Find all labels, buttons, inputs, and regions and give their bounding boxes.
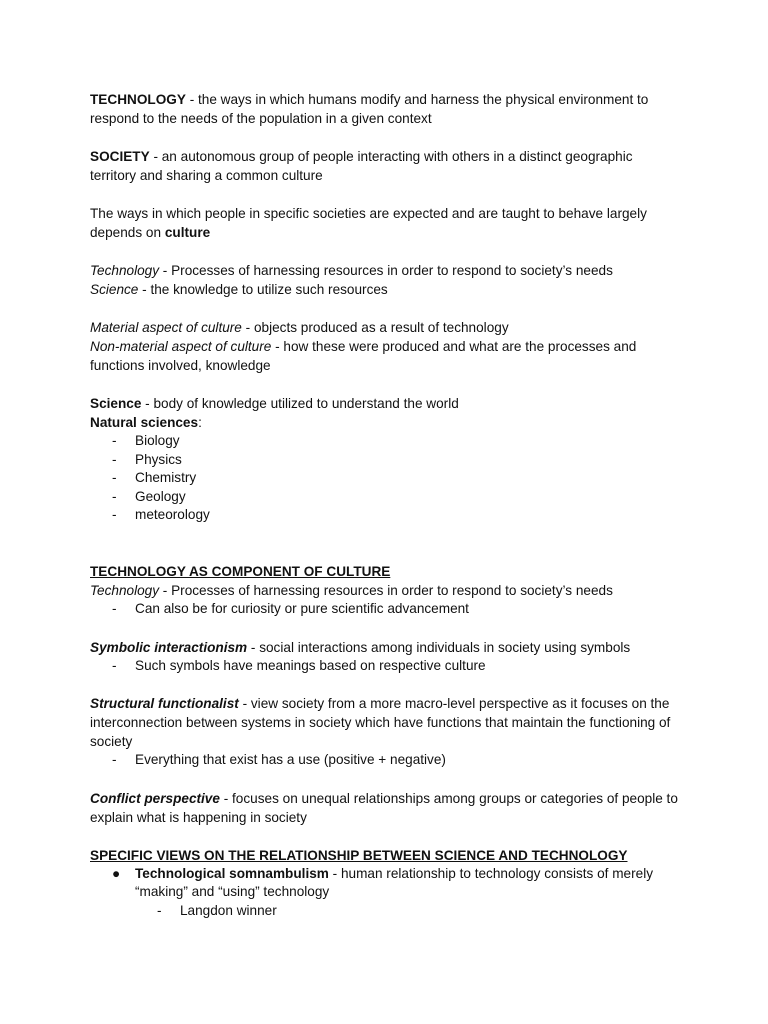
society-definition [90, 147, 678, 185]
term: Technology [90, 582, 160, 598]
structural-sub-list [90, 751, 678, 770]
conflict-perspective-definition [90, 789, 678, 827]
term: Material aspect of culture [90, 320, 242, 335]
definition: - Processes of harnessing resources in order to respond to society’s needs [159, 582, 613, 598]
definition: - focuses on unequal relationships among groups or categories of people to explain what is happening in society [90, 790, 678, 825]
definition: - body of knowledge utilized to understand the world [141, 396, 459, 411]
list-item: - meteorology [90, 506, 678, 525]
definition: - an autonomous group of people interacting with others in a distinct geographic territory and sharing a common culture [90, 149, 633, 183]
term: TECHNOLOGY [90, 92, 186, 107]
symbolic-sub-list [90, 657, 678, 676]
statement-text: The ways in which people in specific societies are expected and are taught to behave largely depends on [90, 206, 647, 240]
list-item: - Langdon winner [135, 902, 678, 921]
definition: - how these were produced and what are the processes and functions involved, knowledge [90, 339, 637, 373]
term: Science [90, 282, 139, 297]
list-item: - Physics [90, 451, 678, 470]
section-heading-technology-culture: TECHNOLOGY AS COMPONENT OF CULTURE [90, 563, 391, 579]
list-item: - Such symbols have meanings based on respective culture [90, 657, 678, 676]
term: Technology [90, 263, 160, 278]
list-item [90, 865, 678, 921]
structural-functionalist-definition [90, 694, 678, 751]
science-knowledge-definition [90, 280, 678, 299]
bullet-icon: ● [112, 865, 121, 881]
list-item: - Everything that exist has a use (positive + negative) [90, 751, 678, 770]
technology-process-definition-2 [90, 581, 678, 600]
list-item: - Biology [90, 432, 678, 451]
term: culture [164, 225, 211, 240]
technology-sub-list [90, 600, 678, 619]
list-item: - Chemistry [90, 469, 678, 488]
term: Natural sciences [90, 415, 199, 430]
technology-definition [90, 90, 678, 128]
views-sub-list [135, 902, 678, 921]
technology-process-definition [90, 261, 678, 280]
list-item: - Can also be for curiosity or pure scientific advancement [90, 600, 678, 619]
non-material-culture-definition [90, 337, 678, 375]
term: Structural functionalist [90, 696, 239, 712]
natural-sciences-label: Natural sciences: [90, 415, 202, 430]
term: Technological somnambulism [135, 865, 329, 881]
natural-sciences-list [90, 432, 678, 525]
term: Science [90, 396, 142, 411]
list-item: - Geology [90, 488, 678, 507]
material-culture-definition [90, 318, 678, 337]
term: Non-material aspect of culture [90, 339, 272, 354]
science-definition [90, 394, 678, 413]
culture-statement [90, 204, 678, 242]
term: Conflict perspective [90, 790, 220, 806]
definition: - social interactions among individuals in society using symbols [247, 639, 631, 655]
definition: - Processes of harnessing resources in order to respond to society’s needs [159, 263, 613, 278]
views-list [90, 865, 678, 921]
definition: - view society from a more macro-level perspective as it focuses on the interconnection between systems in society which have functions that maintain the functioning of society [90, 696, 671, 750]
section-heading-science-technology: SPECIFIC VIEWS ON THE RELATIONSHIP BETWEEN SCIENCE AND TECHNOLOGY [90, 847, 628, 863]
term: SOCIETY [90, 149, 150, 164]
definition: - the knowledge to utilize such resources [138, 282, 388, 297]
definition: - the ways in which humans modify and harness the physical environment to respond to the needs of the population in a given context [90, 92, 649, 126]
symbolic-interactionism-definition [90, 638, 678, 657]
definition: - objects produced as a result of technology [241, 320, 509, 335]
term: Symbolic interactionism [90, 639, 248, 655]
definition: - human relationship to technology consists of merely “making” and “using” technology [135, 865, 654, 900]
